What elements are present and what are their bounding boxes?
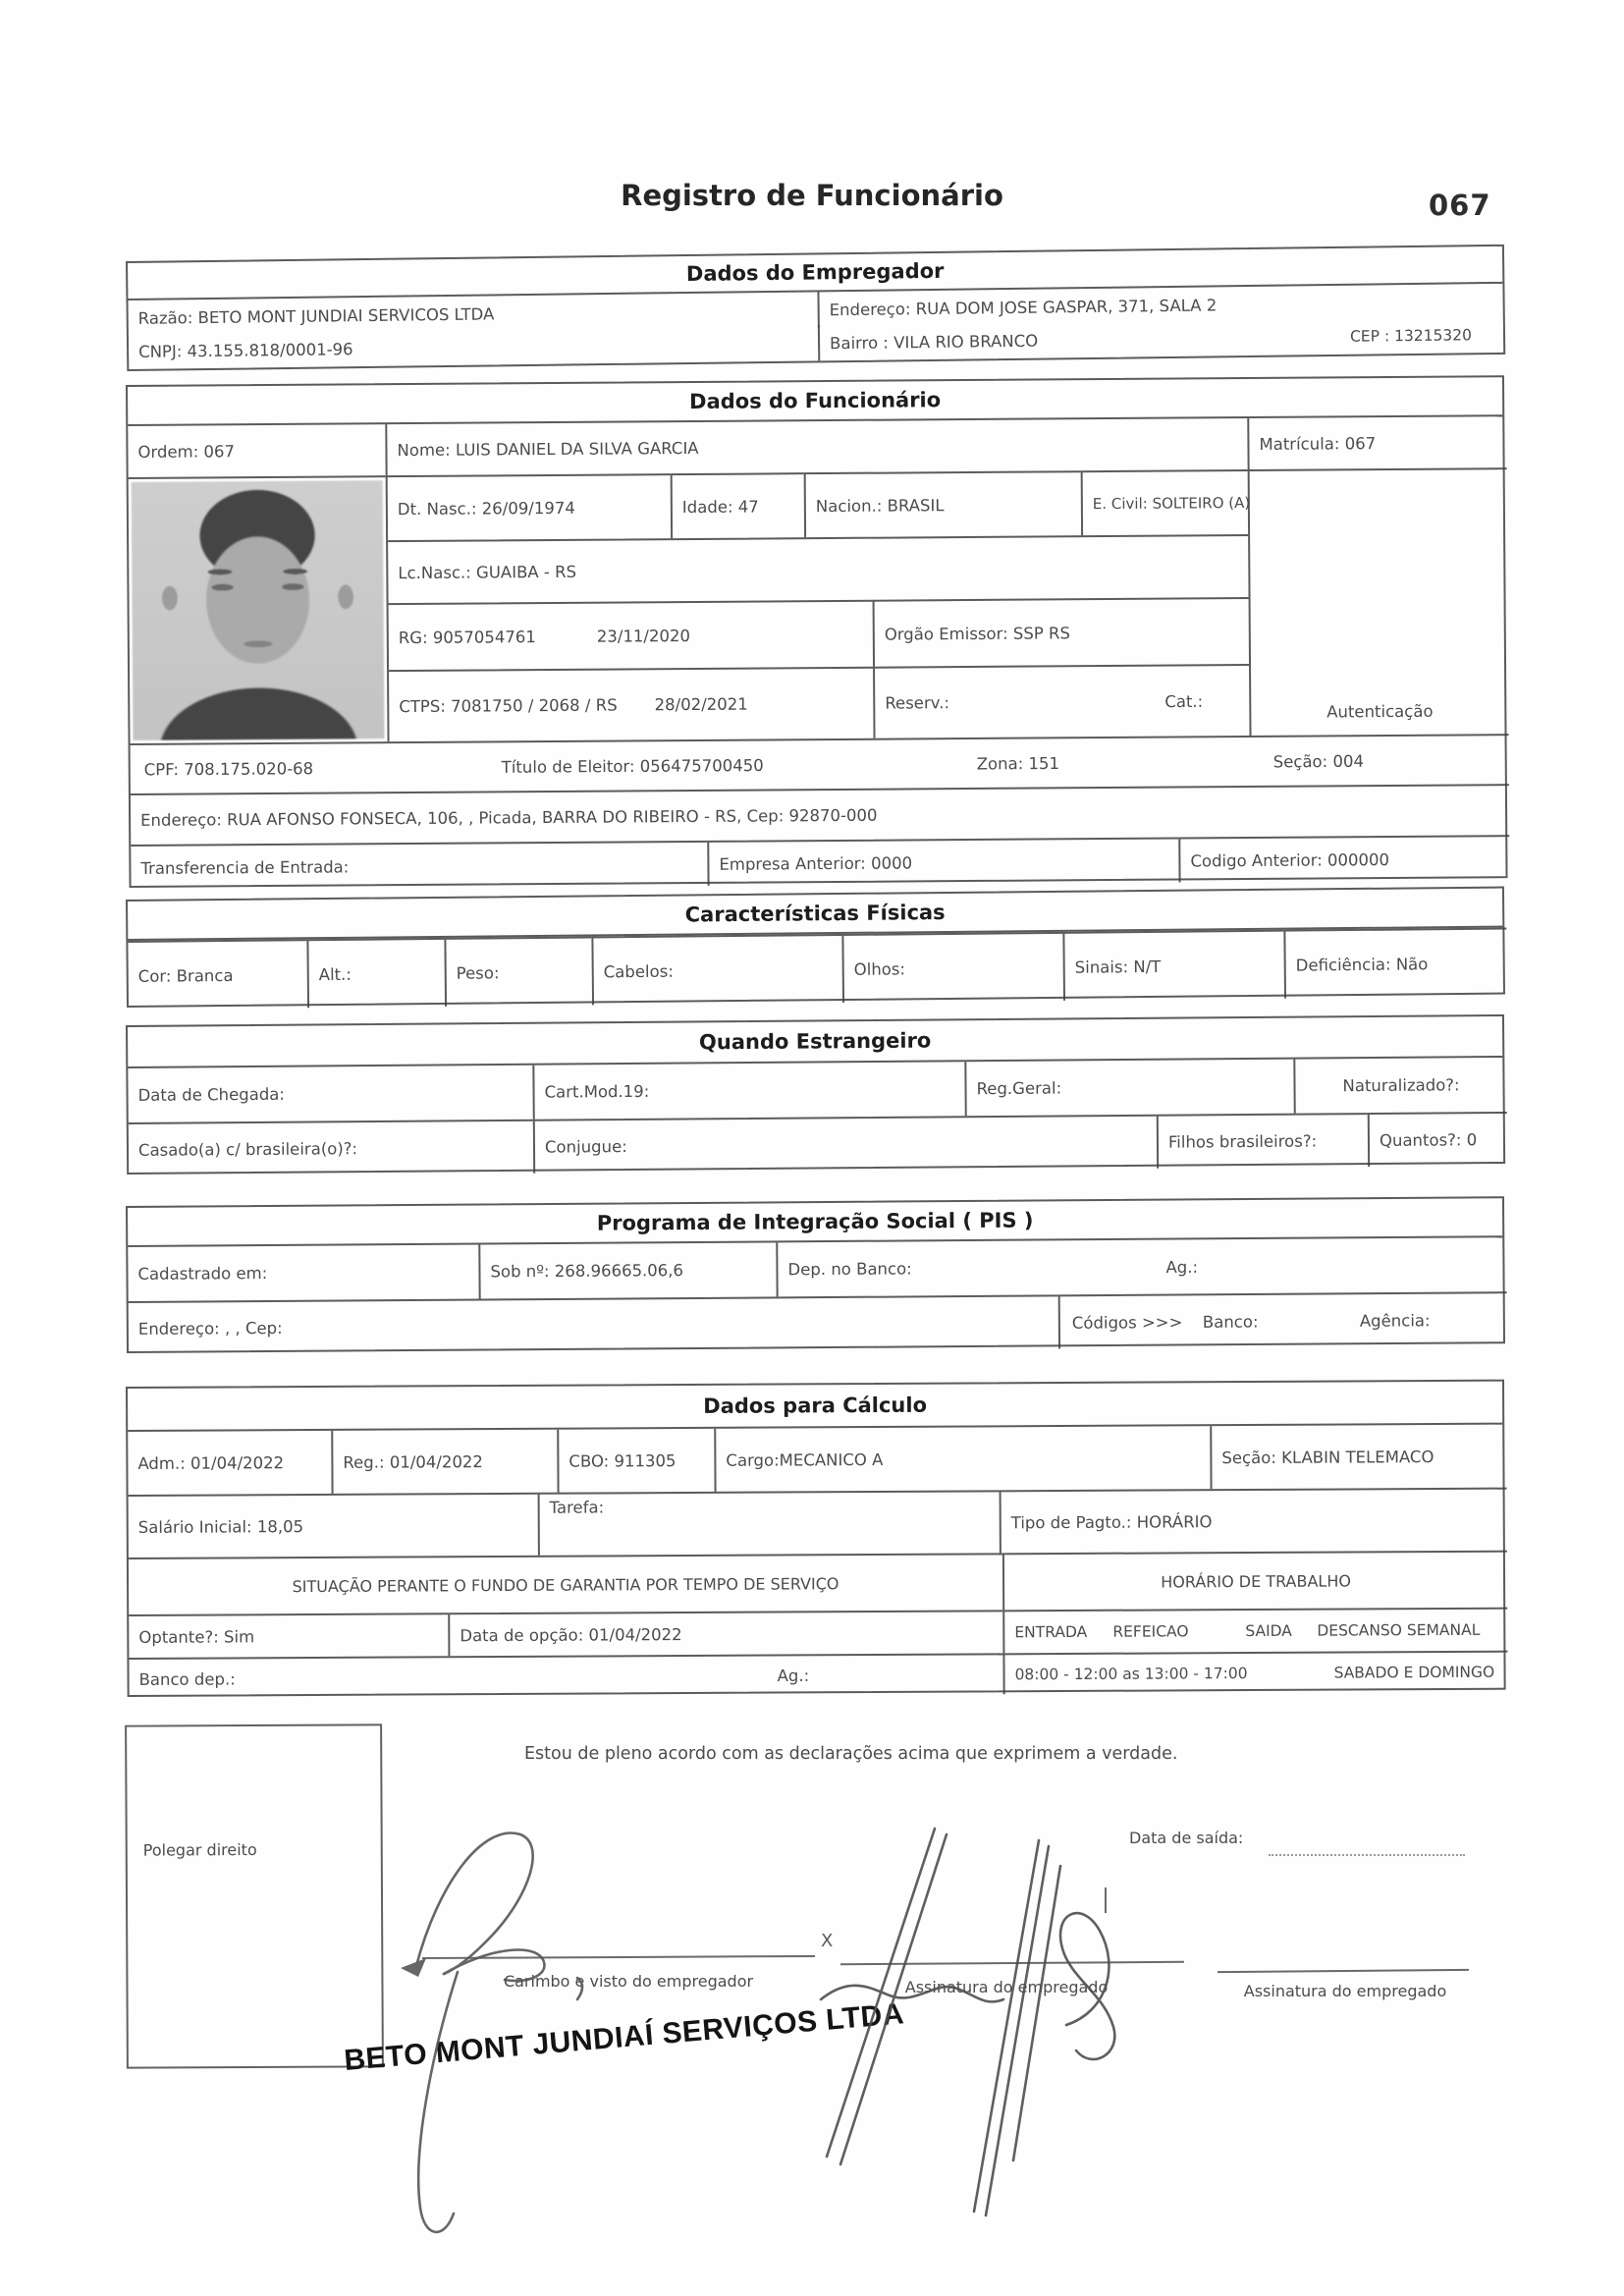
section-estrangeiro [126, 1014, 1505, 1175]
field-alt: Alt.: [306, 938, 445, 1008]
field-nome: Nome: LUIS DANIEL DA SILVA GARCIA [385, 418, 1247, 475]
section-fisicas [126, 887, 1505, 1008]
employee-signature-line-center [840, 1961, 1184, 1965]
field-casado: Casado(a) c/ brasileira(o)?: [129, 1120, 533, 1176]
employee-signature-label-center: Assinatura do empregado [904, 1978, 1109, 1996]
field-cat: Cat.: [1164, 691, 1204, 711]
stray-mark [1105, 1887, 1107, 1913]
field-reserv-cat: Reserv.: Cat.: [873, 664, 1250, 738]
header-horario: HORÁRIO DE TRABALHO [1002, 1551, 1507, 1611]
employer-signature-label: Carimbo e visto do empregador [503, 1972, 754, 1991]
field-adm: Adm.: 01/04/2022 [137, 1452, 285, 1473]
field-cabelos: Cabelos: [591, 934, 842, 1005]
col-refeicao: REFEICAO [1112, 1622, 1189, 1641]
field-reg: Reg.: 01/04/2022 [331, 1430, 557, 1494]
section-funcionario-title: Dados do Funcionário [128, 377, 1502, 426]
section-calculo [126, 1380, 1506, 1697]
field-endereco-funcionario: Endereço: RUA AFONSO FONSECA, 106, , Picada, BARRA DO RIBEIRO - RS, Cep: 92870-000 [131, 784, 1509, 845]
company-stamp: BETO MONT JUNDIAÍ SERVIÇOS LTDA [343, 1997, 906, 2078]
field-tipo-pagto: Tipo de Pagto.: HORÁRIO [1000, 1488, 1507, 1554]
field-cep: CEP : 13215320 [1349, 326, 1473, 346]
field-idade: Idade: 47 [671, 472, 804, 538]
field-salario: Salário Inicial: 18,05 [129, 1493, 538, 1558]
field-horario-valor: 08:00 - 12:00 as 13:00 - 17:00 [1014, 1665, 1248, 1684]
field-sob-no: Sob nº: 268.96665.06,6 [478, 1242, 776, 1298]
thumbprint-label: Polegar direito [142, 1839, 257, 1860]
section-empregador [126, 245, 1505, 371]
field-cbo: CBO: 911305 [557, 1429, 714, 1493]
field-dep-banco: Dep. no Banco: Ag.: [776, 1237, 1506, 1296]
field-rg: RG: 9057054761 23/11/2020 [387, 600, 873, 670]
field-filhos: Filhos brasileiros?: [1157, 1113, 1368, 1169]
employee-photo [132, 480, 385, 740]
field-banco: Banco: [1202, 1311, 1259, 1332]
field-agencia: Agência: [1359, 1310, 1431, 1331]
field-matricula: Matrícula: 067 [1247, 416, 1506, 469]
field-cart-mod: Cart.Mod.19: [532, 1062, 964, 1119]
field-codigos-label: Códigos >>> [1071, 1312, 1183, 1333]
section-empregador-title: Dados do Empregador [128, 246, 1502, 301]
field-descanso-valor: SABADO E DOMINGO [1333, 1663, 1495, 1682]
section-estrangeiro-title: Quando Estrangeiro [128, 1016, 1502, 1068]
field-peso: Peso: [444, 936, 592, 1006]
field-endereco-empregador: Endereço: RUA DOM JOSE GASPAR, 371, SALA 2 [817, 284, 1506, 328]
field-titulo-eleitor: Título de Eleitor: 056475700450 [501, 755, 764, 777]
field-zona: Zona: 151 [976, 753, 1060, 773]
declaration-text: Estou de pleno acordo com as declarações acima que exprimem a verdade. [524, 1744, 1178, 1764]
field-empresa-anterior: Empresa Anterior: 0000 [707, 838, 1178, 886]
field-cargo: Cargo:MECANICO A [714, 1426, 1210, 1492]
field-pis-ag: Ag.: [1165, 1257, 1199, 1277]
field-codigo-anterior: Codigo Anterior: 000000 [1178, 835, 1509, 882]
col-saida: SAIDA [1245, 1621, 1292, 1641]
row-horario-valores [1002, 1651, 1507, 1695]
field-pis-endereco: Endereço: , , Cep: [129, 1294, 1058, 1355]
data-saida-line [1269, 1854, 1465, 1856]
employee-signature-line-right [1218, 1969, 1469, 1973]
field-sinais: Sinais: N/T [1062, 930, 1284, 1001]
field-codigos [1058, 1291, 1507, 1348]
section-funcionario [126, 375, 1508, 888]
field-nacion: Nacion.: BRASIL [804, 470, 1081, 537]
field-cor: Cor: Branca [128, 939, 307, 1010]
field-secao-trabalho: Seção: KLABIN TELEMACO [1210, 1425, 1506, 1490]
col-entrada: ENTRADA [1014, 1622, 1088, 1642]
field-conjugue: Conjugue: [533, 1115, 1157, 1174]
field-cadastrado: Cadastrado em: [137, 1263, 268, 1284]
field-transferencia: Transferencia de Entrada: [131, 841, 707, 890]
employer-signature-line [422, 1955, 815, 1959]
field-razao: Razão: BETO MONT JUNDIAI SERVICOS LTDA [137, 303, 495, 328]
section-pis-title: Programa de Integração Social ( PIS ) [128, 1198, 1502, 1247]
thumbprint-box [125, 1723, 384, 2068]
row-horario-headers [1002, 1608, 1507, 1654]
field-dt-nasc: Dt. Nasc.: 26/09/1974 [386, 473, 671, 540]
field-cnpj: CNPJ: 43.155.818/0001-96 [138, 339, 353, 361]
x-mark: X [821, 1931, 834, 1951]
page-number: 067 [1429, 189, 1491, 222]
photo-cell [129, 475, 388, 743]
section-calculo-title: Dados para Cálculo [128, 1382, 1502, 1432]
field-orgao-emissor: Orgão Emissor: SSP RS [873, 597, 1249, 667]
field-bairro: Bairro : VILA RIO BRANCO CEP : 13215320 [818, 317, 1507, 361]
employee-signature-label-right: Assinatura do empregado [1243, 1982, 1447, 2000]
field-quantos: Quantos?: 0 [1368, 1112, 1507, 1167]
field-data-chegada: Data de Chegada: [137, 1084, 286, 1105]
field-calculo-ag: Ag.: [777, 1666, 810, 1686]
field-optante: Optante?: Sim [129, 1613, 448, 1658]
section-pis [126, 1196, 1505, 1353]
field-reg-geral: Reg.Geral: [964, 1060, 1293, 1117]
field-estado-civil: E. Civil: SOLTEIRO (A) [1081, 469, 1248, 535]
header-fgts: SITUAÇÃO PERANTE O FUNDO DE GARANTIA POR TEMPO DE SERVIÇO [129, 1553, 1002, 1614]
field-data-opcao: Data de opção: 01/04/2022 [448, 1610, 1002, 1656]
data-saida-label: Data de saída: [1129, 1829, 1244, 1847]
field-lc-nasc: Lc.Nasc.: GUAIBA - RS [386, 534, 1248, 603]
field-ctps: CTPS: 7081750 / 2068 / RS 28/02/2021 [387, 667, 873, 741]
field-olhos: Olhos: [841, 932, 1063, 1003]
field-cpf: CPF: 708.175.020-68 [143, 758, 314, 779]
field-naturalizado: Naturalizado?: [1293, 1058, 1506, 1114]
field-deficiencia: Deficiência: Não [1283, 928, 1507, 999]
field-banco-dep: Banco dep.: Ag.: [129, 1653, 1002, 1699]
field-secao-eleitoral: Seção: 004 [1272, 751, 1364, 771]
field-autenticacao: Autenticação [1248, 467, 1509, 736]
field-ordem: Ordem: 067 [137, 441, 236, 462]
col-descanso: DESCANSO SEMANAL [1317, 1620, 1481, 1640]
section-fisicas-title: Características Físicas [128, 889, 1502, 941]
page-title: Registro de Funcionário [621, 179, 1003, 212]
field-tarefa: Tarefa: [538, 1490, 1000, 1555]
